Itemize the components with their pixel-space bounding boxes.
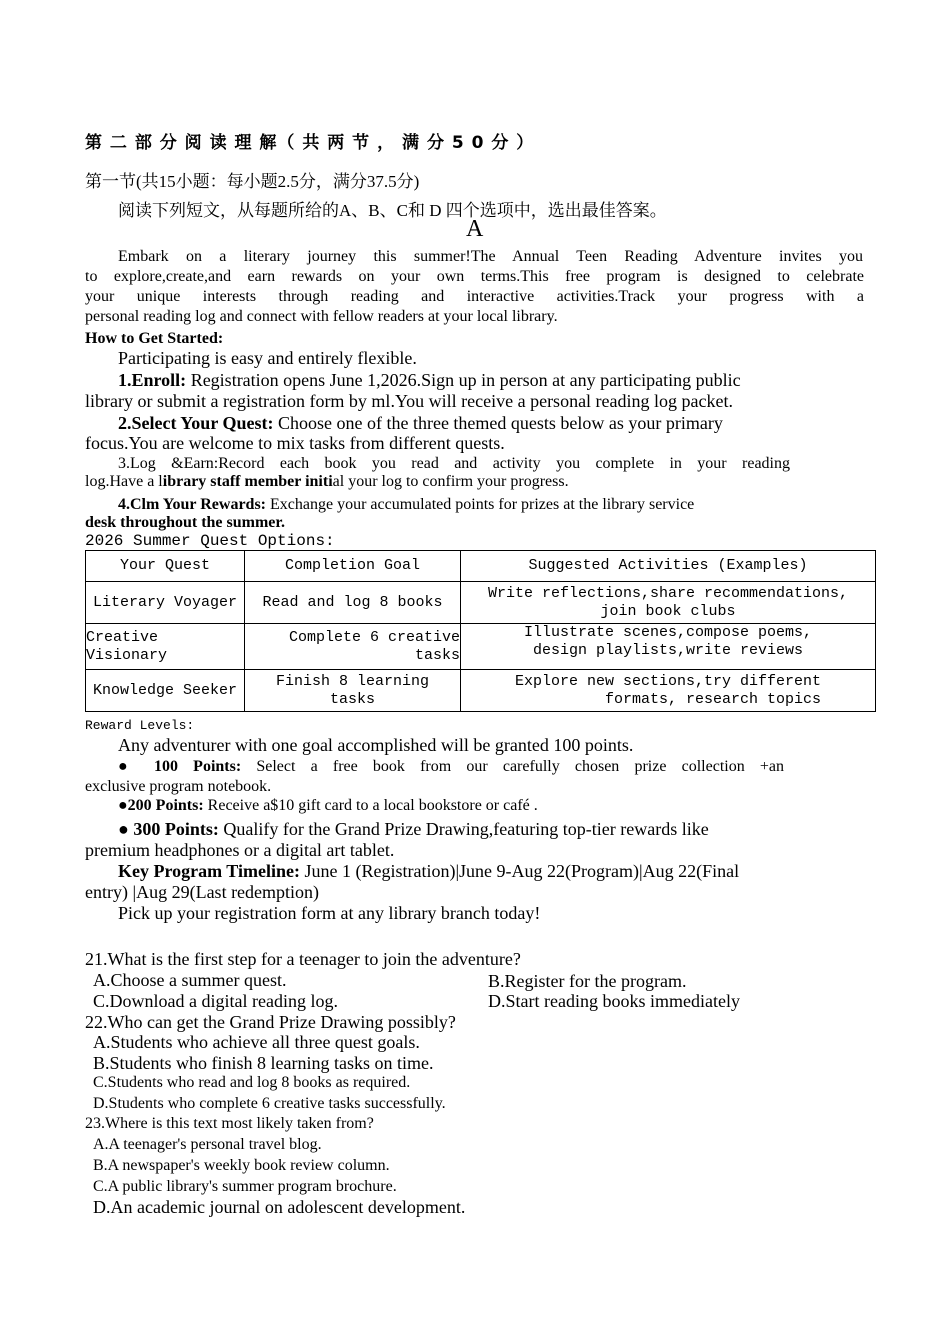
timeline-cont: entry) |Aug 29(Last redemption): [85, 882, 320, 902]
question-21: 21.What is the first step for a teenager to join the adventure?: [85, 949, 521, 969]
step-3: 3.Log &Earn:Record each book you read and activity you complete in your reading: [118, 455, 790, 472]
step-1-cont: library or submit a registration form by ml.You will receive a personal reading log packet.: [85, 391, 733, 411]
activities-cell: [461, 670, 876, 712]
table-row: [86, 582, 876, 624]
timeline-text: June 1 (Registration)|June 9-Aug 22(Program)|Aug 22(Final: [299, 861, 740, 881]
how-to-heading: How to Get Started:: [85, 330, 224, 347]
step-3-cont: [85, 473, 569, 491]
activities-line: Write reflections,share recommendations,: [487, 584, 849, 602]
how-to-lead: Participating is easy and entirely flexible.: [118, 348, 417, 368]
goal-header-cell: Completion Goal: [245, 551, 461, 582]
step-2-label: 2.Select Your Quest:: [118, 413, 274, 433]
step-2-cont: focus.You are welcome to mix tasks from different quests.: [85, 433, 505, 453]
reward-100-cont: exclusive program notebook.: [85, 778, 272, 795]
question-23: 23.Where is this text most likely taken from?: [85, 1115, 374, 1132]
quest-header-cell: Your Quest: [86, 551, 245, 582]
quest-table-caption: 2026 Summer Quest Options:: [85, 532, 335, 550]
q22-option-d: D.Students who complete 6 creative tasks successfully.: [93, 1095, 446, 1112]
reward-100: [85, 758, 784, 776]
reward-300: [85, 819, 709, 840]
activities-line: Illustrate scenes,compose poems,: [523, 624, 813, 641]
quest-name-cell: Knowledge Seeker: [86, 670, 245, 712]
step-4-label: 4.Clm Your Rewards:: [118, 496, 266, 513]
goal-cell: Finish 8 learning tasks: [245, 670, 461, 712]
q21-option-a: A.Choose a summer quest.: [93, 970, 287, 990]
q23-option-d: D.An academic journal on adolescent development.: [93, 1197, 466, 1217]
section-title: 第一节(共15小题：每小题2.5分，满分37.5分): [85, 172, 420, 191]
q23-option-c: C.A public library's summer program brochure.: [93, 1178, 397, 1195]
activities-cell: [461, 624, 876, 670]
step-3-cont-c: al your log to confirm your progress.: [332, 473, 569, 490]
activities-cell: [461, 582, 876, 624]
reward-100-text: Select a free book from our carefully chosen prize collection +an: [241, 758, 785, 775]
q21-option-d: D.Start reading books immediately: [488, 991, 740, 1011]
part-title: 第 二 部 分 阅 读 理 解（ 共 两 节 ， 满 分 5 0 分 ）: [85, 133, 535, 153]
goal-line: Complete 6 creative: [288, 628, 460, 646]
q23-option-a: A.A teenager's personal travel blog.: [93, 1136, 322, 1153]
goal-line: tasks: [414, 646, 460, 664]
q21-option-b: B.Register for the program.: [488, 971, 687, 991]
step-4-cont: desk throughout the summer.: [85, 514, 286, 531]
intro-line-4: personal reading log and connect with fellow readers at your local library.: [85, 308, 558, 325]
reward-100-label: ● 100 Points:: [118, 758, 242, 775]
timeline-label: Key Program Timeline:: [118, 861, 300, 881]
intro-line-3: your unique interests through reading and interactive activities.Track your progress with a: [85, 288, 864, 305]
q22-option-b: B.Students who finish 8 learning tasks on time.: [93, 1053, 434, 1073]
q22-option-a: A.Students who achieve all three quest goals.: [93, 1032, 420, 1052]
q22-option-c: C.Students who read and log 8 books as required.: [93, 1074, 411, 1091]
step-3-cont-a: log.Have a l: [85, 473, 163, 490]
closing: Pick up your registration form at any library branch today!: [118, 903, 541, 923]
activities-line: join book clubs: [600, 602, 736, 620]
question-22: 22.Who can get the Grand Prize Drawing possibly?: [85, 1012, 456, 1032]
timeline: [85, 861, 739, 882]
step-3-cont-b: ibrary staff member initi: [162, 473, 333, 490]
quest-name-cell: Literary Voyager: [86, 582, 245, 624]
step-4: [85, 496, 694, 514]
q23-option-b: B.A newspaper's weekly book review column.: [93, 1157, 390, 1174]
step-2: [85, 413, 723, 434]
reward-lead: Any adventurer with one goal accomplished will be granted 100 points.: [118, 735, 634, 755]
intro-line-1: Embark on a literary journey this summer!The Annual Teen Reading Adventure invites you: [118, 248, 863, 265]
reward-300-label: ● 300 Points:: [118, 819, 219, 839]
step-1-label: 1.Enroll:: [118, 370, 187, 390]
quest-name-cell: Creative Visionary: [86, 624, 245, 670]
q21-option-c: C.Download a digital reading log.: [93, 991, 338, 1011]
reward-200: [85, 797, 538, 815]
step-2-text: Choose one of the three themed quests below as your primary: [273, 413, 723, 433]
reward-200-text: Receive a$10 gift card to a local bookstore or café .: [203, 797, 538, 814]
quest-table: [85, 550, 876, 712]
activities-line: formats, research topics: [604, 690, 821, 708]
reward-300-cont: premium headphones or a digital art tablet.: [85, 840, 395, 860]
goal-cell: Read and log 8 books: [245, 582, 461, 624]
reward-200-label: ●200 Points:: [118, 797, 204, 814]
reward-300-text: Qualify for the Grand Prize Drawing,featuring top-tier rewards like: [218, 819, 709, 839]
step-1: [85, 370, 741, 391]
activities-header-cell: Suggested Activities (Examples): [461, 551, 876, 582]
intro-line-2: to explore,create,and earn rewards on your own terms.This free program is designed to celebrate: [85, 268, 864, 285]
step-1-text: Registration opens June 1,2026.Sign up in person at any participating public: [186, 370, 741, 390]
step-4-text: Exchange your accumulated points for prizes at the library service: [266, 496, 695, 513]
activities-line: Explore new sections,try different: [514, 672, 822, 690]
activities-line: design playlists,write reviews: [532, 642, 804, 659]
table-row: [86, 670, 876, 712]
quest-table-header-row: [86, 551, 876, 582]
passage-letter: A: [466, 216, 484, 242]
table-row: [86, 624, 876, 670]
goal-cell: [245, 624, 461, 670]
reward-heading: Reward Levels:: [85, 718, 195, 733]
instruction: 阅读下列短文，从每题所给的A、B、C和 D 四个选项中，选出最佳答案。: [118, 201, 667, 220]
